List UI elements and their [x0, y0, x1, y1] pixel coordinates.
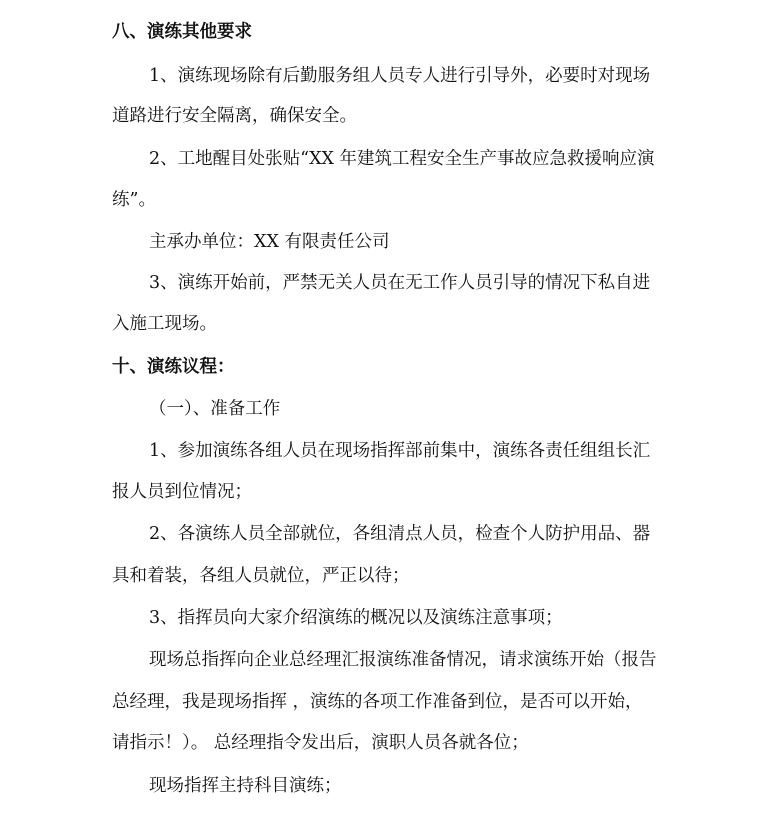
- section-8-item-3-line-1: 3、演练开始前，严禁无关人员在无工作人员引导的情况下私自进: [149, 273, 651, 293]
- report-line-2: 总经理，我是现场指挥 ，演练的各项工作准备到位，是否可以开始，: [112, 692, 643, 712]
- preparation-subheading: （一）、准备工作: [149, 399, 281, 419]
- section-8-item-1-line-1: 1、演练现场除有后勤服务组人员专人进行引导外，必要时对现场: [149, 66, 651, 86]
- report-line-3: 请指示！）。 总经理指令发出后，演职人员各就各位；: [112, 733, 529, 753]
- section-10-heading: 十、演练议程：: [112, 357, 235, 377]
- section-8-item-3-line-2: 入施工现场。: [112, 314, 217, 334]
- report-line-1: 现场总指挥向企业总经理汇报演练准备情况，请求演练开始（报告: [149, 650, 657, 670]
- section-8-item-2-line-1: 2、工地醒目处张贴“XX 年建筑工程安全生产事故应急救援响应演: [149, 149, 655, 169]
- section-8-heading: 八、演练其他要求: [112, 22, 252, 42]
- section-10-item-3-line-1: 3、指挥员向大家介绍演练的概况以及演练注意事项；: [149, 608, 563, 628]
- section-8-item-2-line-2: 练”。: [112, 190, 156, 210]
- section-10-item-1-line-2: 报人员到位情况；: [112, 482, 252, 502]
- host-line: 现场指挥主持科目演练；: [149, 776, 342, 796]
- section-10-item-1-line-1: 1、参加演练各组人员在现场指挥部前集中，演练各责任组组长汇: [149, 441, 651, 461]
- section-10-item-2-line-1: 2、各演练人员全部就位，各组清点人员，检查个人防护用品、器: [149, 524, 651, 544]
- organizer-line: 主承办单位：XX 有限责任公司: [149, 232, 390, 252]
- section-8-item-1-line-2: 道路进行安全隔离，确保安全。: [112, 106, 357, 126]
- section-10-item-2-line-2: 具和着装，各组人员就位，严正以待；: [112, 566, 410, 586]
